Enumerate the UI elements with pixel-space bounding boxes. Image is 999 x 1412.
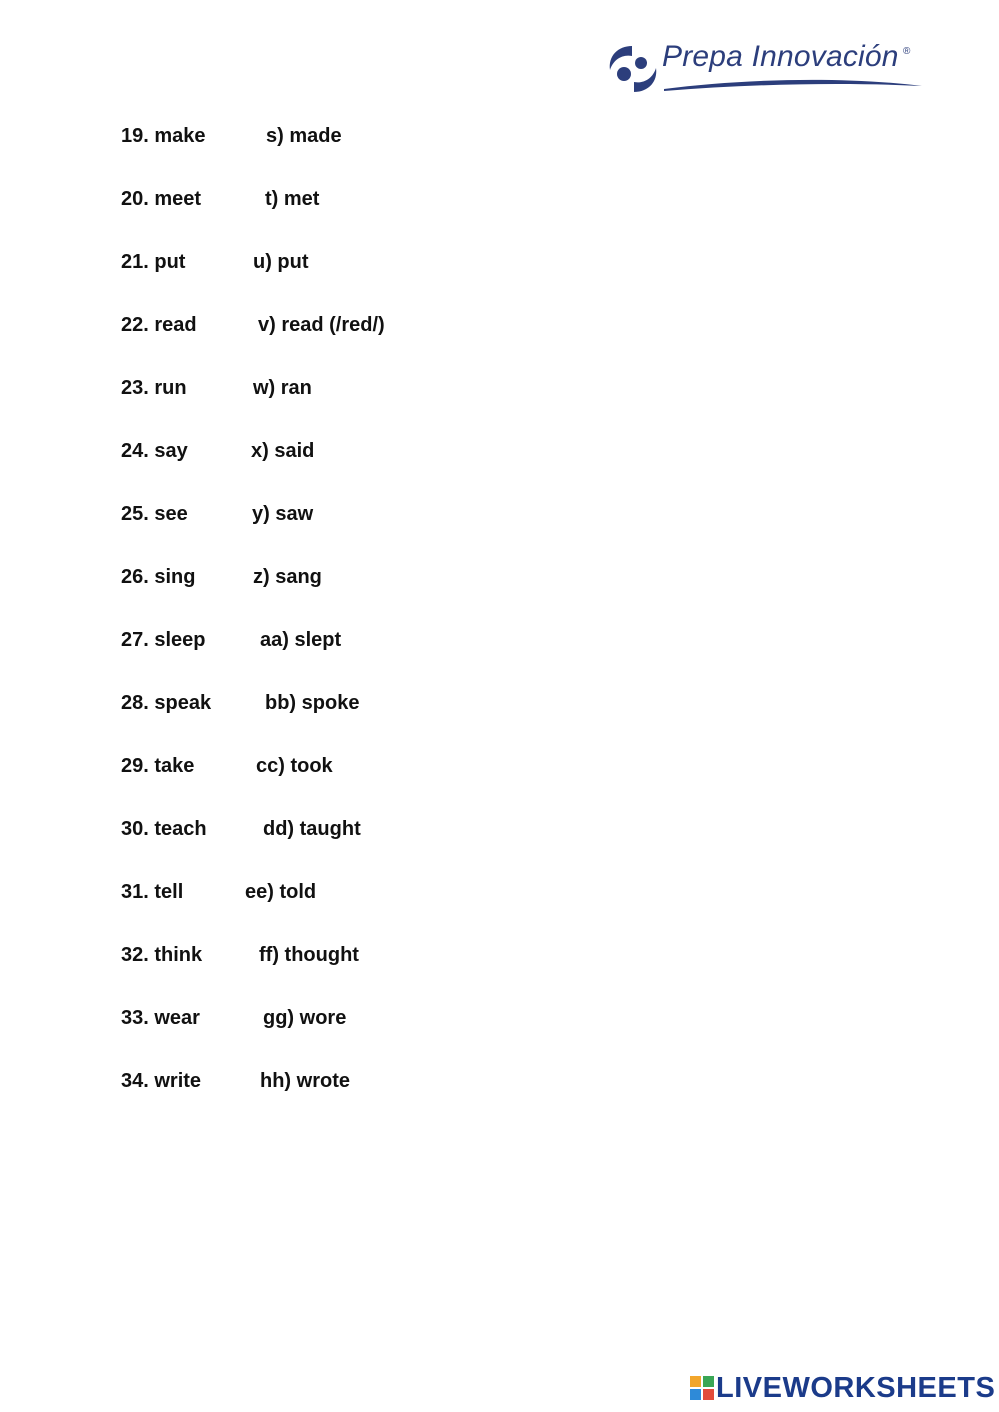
verb-item: 26. sing <box>121 566 196 588</box>
verb-item: 32. think <box>121 944 203 966</box>
verb-item: 30. teach <box>121 818 207 840</box>
past-form: s) made <box>266 125 342 147</box>
liveworksheets-logo-icon <box>690 1376 714 1400</box>
verb-item: 34. write <box>121 1070 202 1092</box>
past-form: hh) wrote <box>260 1070 350 1092</box>
verb-item: 24. say <box>121 440 188 462</box>
verb-item: 25. see <box>121 503 188 525</box>
past-form: aa) slept <box>260 629 342 651</box>
past-form: dd) taught <box>263 818 361 840</box>
past-form: cc) took <box>256 755 333 777</box>
verb-item: 19. make <box>121 125 206 147</box>
registered-mark: ® <box>903 46 911 57</box>
verb-item: 33. wear <box>121 1007 200 1029</box>
verb-item: 20. meet <box>121 188 202 210</box>
verb-item: 21. put <box>121 251 186 273</box>
past-form: w) ran <box>253 377 312 399</box>
past-form: bb) spoke <box>265 692 360 714</box>
verb-item: 27. sleep <box>121 629 206 651</box>
past-form: t) met <box>265 188 320 210</box>
verb-item: 28. speak <box>121 692 212 714</box>
logo-swirl-icon <box>604 40 660 98</box>
past-form: ff) thought <box>259 944 359 966</box>
past-form: gg) wore <box>263 1007 347 1029</box>
past-form: u) put <box>253 251 309 273</box>
verb-item: 23. run <box>121 377 187 399</box>
prepa-innovacion-logo <box>604 36 924 98</box>
verb-item: 29. take <box>121 755 195 777</box>
past-form: x) said <box>251 440 315 462</box>
past-form: y) saw <box>252 503 314 525</box>
past-form: ee) told <box>245 881 317 903</box>
logo-text: Prepa Innovación <box>662 40 899 73</box>
verb-item: 22. read <box>121 314 197 336</box>
liveworksheets-wordmark: LIVEWORKSHEETS <box>716 1372 996 1404</box>
logo-underline-swoosh <box>662 76 924 92</box>
verb-item: 31. tell <box>121 881 184 903</box>
past-form: z) sang <box>253 566 322 588</box>
past-form: v) read (/red/) <box>258 314 385 336</box>
